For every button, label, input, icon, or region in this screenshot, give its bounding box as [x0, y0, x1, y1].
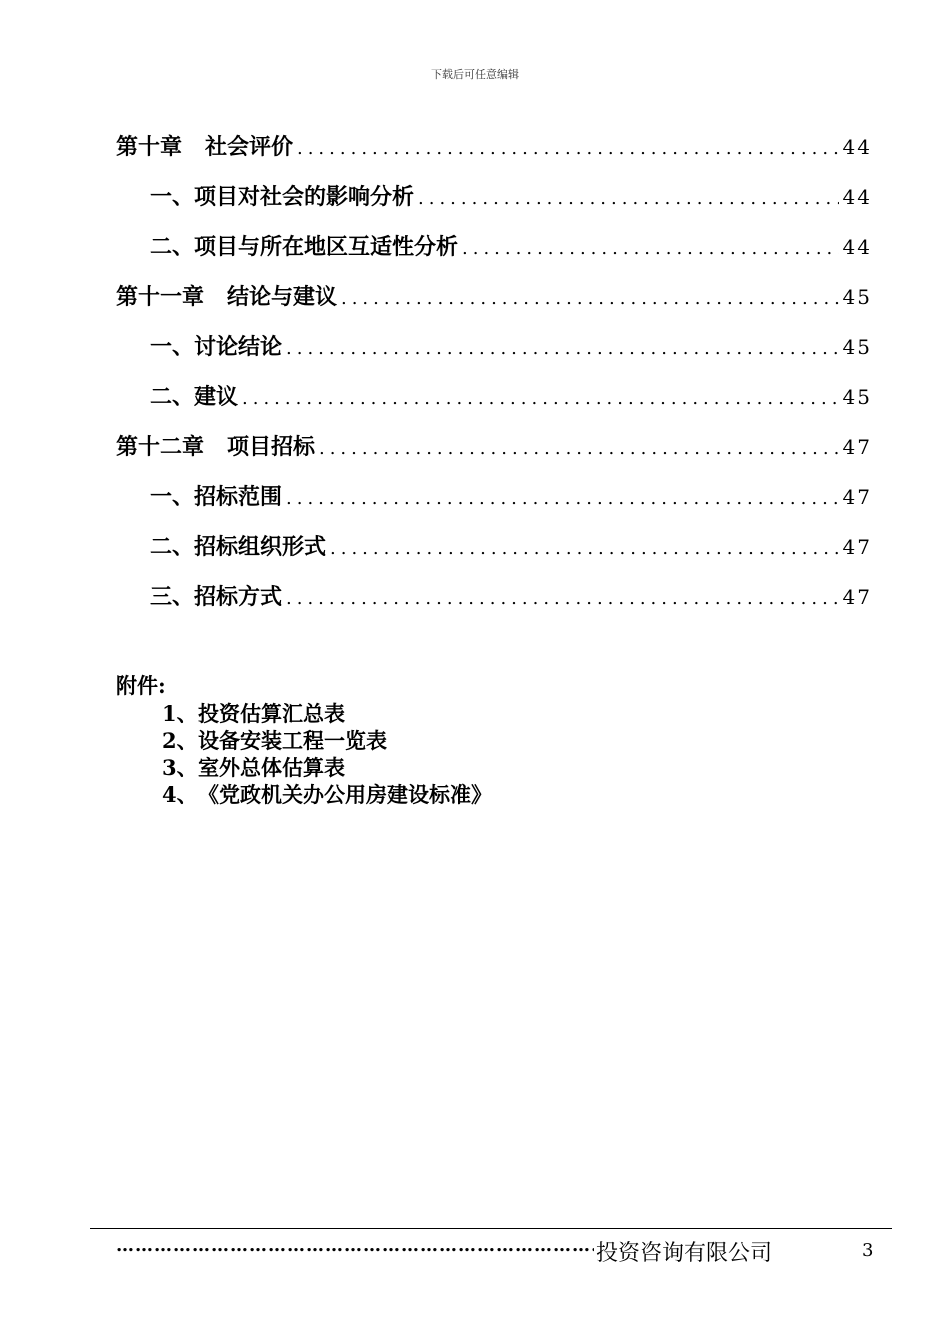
footer-company-name: 投资咨询有限公司: [596, 1241, 773, 1266]
appendix-item-number: 3、: [162, 755, 198, 780]
toc-entry-section[interactable]: [116, 580, 872, 630]
toc-dot-leader: [242, 388, 839, 409]
toc-entry-page: 44: [842, 185, 872, 209]
appendix-item-text: 室外总体估算表: [198, 755, 345, 780]
toc-entry-chapter-11[interactable]: [116, 280, 872, 330]
toc-entry-page: 47: [842, 435, 872, 459]
toc-entry-page: 45: [842, 385, 872, 409]
toc-entry-title: 二、建议: [150, 384, 239, 410]
toc-dot-leader: [319, 438, 839, 459]
toc-entry-title: 一、项目对社会的影响分析: [150, 184, 415, 210]
appendix-item-text: 《党政机关办公用房建设标准》: [198, 782, 492, 807]
toc-entry-title: 第十一章 结论与建议: [116, 284, 337, 310]
appendix-item-number: 4、: [162, 782, 198, 807]
appendix-item-number: 1、: [162, 701, 198, 726]
toc-entry-chapter-10[interactable]: [116, 130, 872, 180]
appendix-item-text: 设备安装工程一览表: [198, 728, 387, 753]
table-of-contents: [116, 130, 872, 630]
toc-entry-section[interactable]: [116, 530, 872, 580]
toc-entry-title: 三、招标方式: [150, 584, 283, 610]
header-note: 下载后可任意编辑: [431, 68, 519, 81]
toc-entry-title: 第十二章 项目招标: [116, 434, 315, 460]
toc-entry-title: 一、讨论结论: [150, 334, 283, 360]
appendix-section: [116, 672, 492, 808]
toc-dot-leader: [418, 188, 839, 209]
footer-dot-leader: [116, 1235, 594, 1256]
appendix-item: [162, 781, 492, 808]
toc-dot-leader: [286, 338, 839, 359]
toc-entry-page: 44: [842, 135, 872, 159]
footer-rule: [90, 1228, 892, 1229]
appendix-item-number: 2、: [162, 728, 198, 753]
toc-dot-leader: [330, 538, 839, 559]
toc-dot-leader: [297, 138, 839, 159]
toc-entry-section[interactable]: [116, 380, 872, 430]
toc-entry-page: 45: [842, 285, 872, 309]
toc-entry-title: 一、招标范围: [150, 484, 283, 510]
toc-entry-title: 二、项目与所在地区互适性分析: [150, 234, 459, 260]
toc-entry-page: 47: [842, 585, 872, 609]
toc-entry-section[interactable]: [116, 230, 872, 280]
appendix-item: [162, 754, 492, 781]
toc-entry-section[interactable]: [116, 180, 872, 230]
toc-entry-page: 47: [842, 535, 872, 559]
toc-entry-page: 44: [842, 235, 872, 259]
toc-dot-leader: [341, 288, 839, 309]
toc-entry-page: 47: [842, 485, 872, 509]
toc-entry-section[interactable]: [116, 330, 872, 380]
appendix-list: [116, 700, 492, 808]
toc-dot-leader: [286, 588, 839, 609]
toc-entry-page: 45: [842, 335, 872, 359]
toc-entry-title: 第十章 社会评价: [116, 134, 293, 160]
appendix-item-text: 投资估算汇总表: [198, 701, 345, 726]
appendix-item: [162, 700, 492, 727]
appendix-heading: 附件:: [116, 673, 166, 698]
appendix-item: [162, 727, 492, 754]
toc-entry-chapter-12[interactable]: [116, 430, 872, 480]
page-number: 3: [862, 1240, 874, 1261]
toc-dot-leader: [286, 488, 839, 509]
toc-entry-section[interactable]: [116, 480, 872, 530]
toc-entry-title: 二、招标组织形式: [150, 534, 327, 560]
toc-dot-leader: [462, 238, 839, 259]
